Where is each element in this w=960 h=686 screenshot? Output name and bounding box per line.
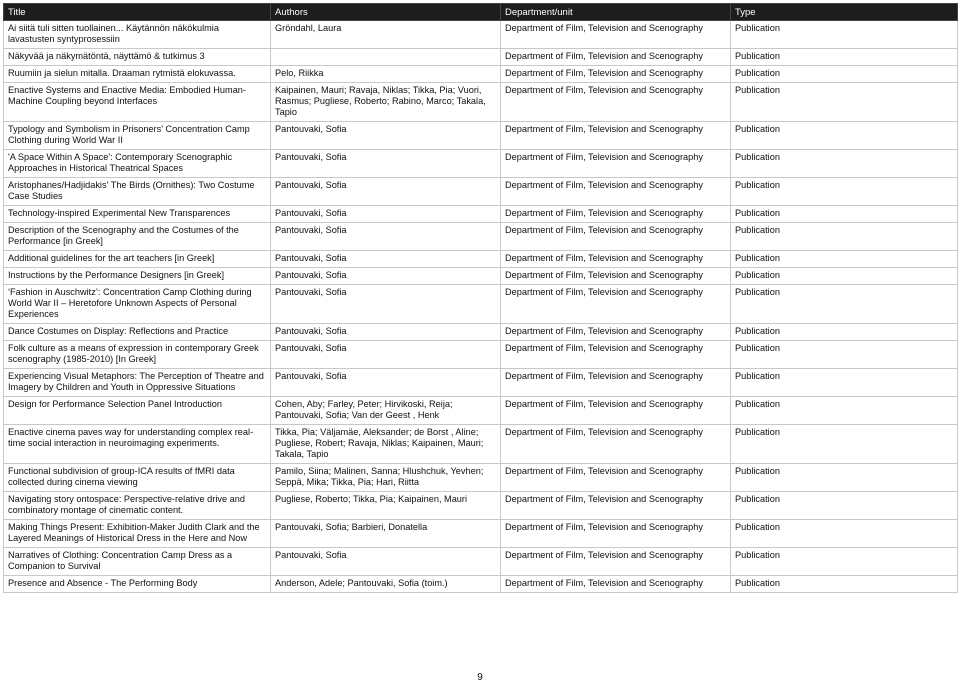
table-row (4, 324, 958, 341)
cell-authors: Pantouvaki, Sofia (271, 324, 501, 341)
cell-type: Publication (731, 49, 958, 66)
cell-title: Instructions by the Performance Designers [in Greek] (4, 268, 271, 285)
cell-department: Department of Film, Television and Scenography (501, 122, 731, 150)
cell-title: 'A Space Within A Space': Contemporary Scenographic Approaches in Historical Theatrical Spaces (4, 150, 271, 178)
cell-authors: Cohen, Aby; Farley, Peter; Hirvikoski, Reija; Pantouvaki, Sofia; Van der Geest , Henk (271, 397, 501, 425)
table-row (4, 122, 958, 150)
cell-authors: Pugliese, Roberto; Tikka, Pia; Kaipainen, Mauri (271, 492, 501, 520)
cell-authors: Tikka, Pia; Väljamäe, Aleksander; de Borst , Aline; Pugliese, Robert; Ravaja, Niklas; Kaipainen, Mauri; Takala, Tapio (271, 425, 501, 464)
cell-department: Department of Film, Television and Scenography (501, 520, 731, 548)
table-body (4, 21, 958, 593)
cell-authors: Gröndahl, Laura (271, 21, 501, 49)
cell-title: ‘Fashion in Auschwitz’: Concentration Camp Clothing during World War II – Heretofore Unknown Aspects of Personal Experiences (4, 285, 271, 324)
table-row (4, 178, 958, 206)
cell-authors (271, 49, 501, 66)
publications-sheet (3, 3, 957, 593)
cell-authors: Pantouvaki, Sofia (271, 150, 501, 178)
cell-title: Description of the Scenography and the Costumes of the Performance [in Greek] (4, 223, 271, 251)
table-row (4, 21, 958, 49)
page-number: 9 (477, 672, 483, 683)
cell-department: Department of Film, Television and Scenography (501, 178, 731, 206)
table-row (4, 268, 958, 285)
cell-title: Aristophanes/Hadjidakis' The Birds (Ornithes): Two Costume Case Studies (4, 178, 271, 206)
cell-title: Näkyvää ja näkymätöntä, näyttämö & tutkimus 3 (4, 49, 271, 66)
cell-authors: Pantouvaki, Sofia (271, 285, 501, 324)
cell-authors: Pamilo, Siina; Malinen, Sanna; Hlushchuk, Yevhen; Seppä, Mika; Tikka, Pia; Hari, Riitta (271, 464, 501, 492)
cell-title: Additional guidelines for the art teachers [in Greek] (4, 251, 271, 268)
cell-type: Publication (731, 324, 958, 341)
cell-type: Publication (731, 178, 958, 206)
table-header-row (4, 4, 958, 21)
table-row (4, 49, 958, 66)
table-row (4, 369, 958, 397)
table-row (4, 548, 958, 576)
table-row (4, 464, 958, 492)
cell-department: Department of Film, Television and Scenography (501, 83, 731, 122)
cell-type: Publication (731, 223, 958, 251)
cell-authors: Kaipainen, Mauri; Ravaja, Niklas; Tikka, Pia; Vuori, Rasmus; Pugliese, Roberto; Rabino, Marco; Takala, Tapio (271, 83, 501, 122)
table-row (4, 251, 958, 268)
cell-department: Department of Film, Television and Scenography (501, 223, 731, 251)
cell-department: Department of Film, Television and Scenography (501, 285, 731, 324)
table-row (4, 341, 958, 369)
cell-title: Typology and Symbolism in Prisoners' Concentration Camp Clothing during World War II (4, 122, 271, 150)
cell-authors: Pantouvaki, Sofia (271, 548, 501, 576)
cell-type: Publication (731, 425, 958, 464)
cell-authors: Pantouvaki, Sofia (271, 341, 501, 369)
cell-authors: Pantouvaki, Sofia (271, 122, 501, 150)
cell-type: Publication (731, 369, 958, 397)
cell-type: Publication (731, 66, 958, 83)
cell-type: Publication (731, 268, 958, 285)
cell-department: Department of Film, Television and Scenography (501, 576, 731, 593)
cell-type: Publication (731, 341, 958, 369)
cell-authors: Pantouvaki, Sofia (271, 223, 501, 251)
cell-authors: Pantouvaki, Sofia (271, 178, 501, 206)
cell-title: Enactive cinema paves way for understanding complex real-time social interaction in neuroimaging experiments. (4, 425, 271, 464)
cell-type: Publication (731, 397, 958, 425)
cell-authors: Pantouvaki, Sofia (271, 369, 501, 397)
cell-department: Department of Film, Television and Scenography (501, 548, 731, 576)
cell-department: Department of Film, Television and Scenography (501, 206, 731, 223)
cell-authors: Anderson, Adele; Pantouvaki, Sofia (toim.) (271, 576, 501, 593)
table-row (4, 576, 958, 593)
cell-title: Functional subdivision of group-ICA results of fMRI data collected during cinema viewing (4, 464, 271, 492)
cell-type: Publication (731, 492, 958, 520)
cell-type: Publication (731, 548, 958, 576)
cell-title: Design for Performance Selection Panel Introduction (4, 397, 271, 425)
table-row (4, 83, 958, 122)
cell-title: Folk culture as a means of expression in contemporary Greek scenography (1985-2010) [In Greek] (4, 341, 271, 369)
cell-title: Ruumiin ja sielun mitalla. Draaman rytmistä elokuvassa. (4, 66, 271, 83)
cell-title: Presence and Absence - The Performing Body (4, 576, 271, 593)
cell-authors: Pantouvaki, Sofia (271, 268, 501, 285)
cell-department: Department of Film, Television and Scenography (501, 369, 731, 397)
cell-authors: Pantouvaki, Sofia (271, 206, 501, 223)
cell-type: Publication (731, 206, 958, 223)
cell-department: Department of Film, Television and Scenography (501, 150, 731, 178)
cell-department: Department of Film, Television and Scenography (501, 66, 731, 83)
cell-title: Navigating story ontospace: Perspective-relative drive and combinatory montage of cinematic content. (4, 492, 271, 520)
cell-type: Publication (731, 576, 958, 593)
cell-title: Making Things Present: Exhibition-Maker Judith Clark and the Layered Meanings of Historical Dress in the Here and Now (4, 520, 271, 548)
cell-department: Department of Film, Television and Scenography (501, 464, 731, 492)
cell-title: Narratives of Clothing: Concentration Camp Dress as a Companion to Survival (4, 548, 271, 576)
cell-department: Department of Film, Television and Scenography (501, 425, 731, 464)
cell-authors: Pantouvaki, Sofia; Barbieri, Donatella (271, 520, 501, 548)
cell-type: Publication (731, 150, 958, 178)
header-authors: Authors (271, 4, 501, 21)
cell-title: Experiencing Visual Metaphors: The Perception of Theatre and Imagery by Children and Youth in Oppressive Situations (4, 369, 271, 397)
cell-authors: Pelo, Riikka (271, 66, 501, 83)
cell-department: Department of Film, Television and Scenography (501, 492, 731, 520)
cell-type: Publication (731, 464, 958, 492)
cell-department: Department of Film, Television and Scenography (501, 268, 731, 285)
cell-authors: Pantouvaki, Sofia (271, 251, 501, 268)
table-row (4, 520, 958, 548)
cell-title: Technology-inspired Experimental New Transparences (4, 206, 271, 223)
cell-type: Publication (731, 122, 958, 150)
cell-type: Publication (731, 520, 958, 548)
cell-department: Department of Film, Television and Scenography (501, 341, 731, 369)
header-department: Department/unit (501, 4, 731, 21)
cell-department: Department of Film, Television and Scenography (501, 21, 731, 49)
table-row (4, 397, 958, 425)
cell-department: Department of Film, Television and Scenography (501, 324, 731, 341)
table-row (4, 492, 958, 520)
header-type: Type (731, 4, 958, 21)
cell-type: Publication (731, 251, 958, 268)
cell-department: Department of Film, Television and Scenography (501, 397, 731, 425)
cell-title: Ai siitä tuli sitten tuollainen... Käytännön näkökulmia lavastusten syntyprosessiin (4, 21, 271, 49)
table-row (4, 285, 958, 324)
cell-type: Publication (731, 83, 958, 122)
cell-department: Department of Film, Television and Scenography (501, 251, 731, 268)
table-row (4, 425, 958, 464)
table-row (4, 206, 958, 223)
cell-department: Department of Film, Television and Scenography (501, 49, 731, 66)
header-title: Title (4, 4, 271, 21)
cell-type: Publication (731, 21, 958, 49)
cell-title: Dance Costumes on Display: Reflections and Practice (4, 324, 271, 341)
publications-table (3, 3, 958, 593)
table-row (4, 150, 958, 178)
table-row (4, 66, 958, 83)
cell-type: Publication (731, 285, 958, 324)
table-row (4, 223, 958, 251)
cell-title: Enactive Systems and Enactive Media: Embodied Human-Machine Coupling beyond Interfaces (4, 83, 271, 122)
